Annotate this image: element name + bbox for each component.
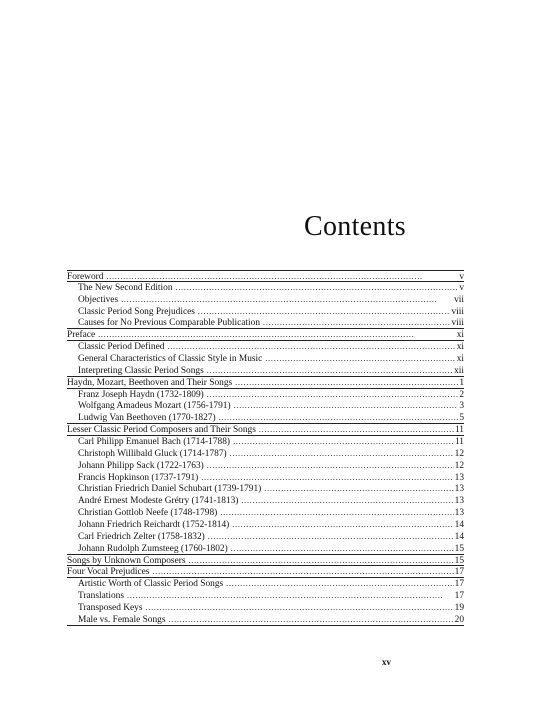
toc-entry xyxy=(67,555,464,567)
toc-dot-leader xyxy=(230,448,454,460)
toc-entry xyxy=(67,317,464,329)
toc-entry xyxy=(67,329,464,341)
toc-entry xyxy=(67,306,464,318)
toc-entry-title: General Characteristics of Classic Style in Music xyxy=(78,354,263,365)
toc-dot-leader xyxy=(207,460,454,472)
toc-dot-leader xyxy=(167,341,455,353)
toc-dot-leader xyxy=(208,531,454,543)
toc-entry xyxy=(67,294,464,306)
toc-entry-title: Foreword xyxy=(67,272,104,282)
toc-entry-title: Johann Friedrich Reichardt (1752-1814) xyxy=(78,520,230,531)
toc-dot-leader xyxy=(146,602,454,614)
toc-dot-leader xyxy=(152,566,453,578)
toc-dot-leader xyxy=(235,377,458,389)
toc-dot-leader xyxy=(265,353,455,365)
toc-entry-page: viii xyxy=(451,318,464,329)
toc-entry-page: 13 xyxy=(454,508,464,519)
toc-entry-title: Carl Philipp Emanuel Bach (1714-1788) xyxy=(78,437,231,448)
toc-entry-title: Johann Rudolph Zumsteeg (1760-1802) xyxy=(78,543,228,554)
toc-entry xyxy=(67,270,464,282)
toc-entry-title: Classic Period Defined xyxy=(78,342,165,353)
toc-entry xyxy=(67,460,464,472)
toc-dot-leader xyxy=(234,400,459,412)
toc-entry xyxy=(67,353,464,365)
toc-entry-title: Ludwig Van Beethoven (1770-1827) xyxy=(78,413,216,424)
toc-entry-page: 2 xyxy=(459,389,464,400)
toc-entry xyxy=(67,282,464,294)
toc-entry xyxy=(67,602,464,614)
toc-entry xyxy=(67,495,464,507)
toc-entry-title: Christian Friedrich Daniel Schubart (1739-1791) xyxy=(78,484,262,495)
table-of-contents xyxy=(67,270,464,626)
toc-entry-page: xi xyxy=(456,330,464,341)
toc-entry-page: 11 xyxy=(454,425,464,436)
toc-dot-leader xyxy=(207,365,453,377)
toc-entry-title: Preface xyxy=(67,330,96,341)
toc-entry-title: Translations xyxy=(78,591,125,602)
toc-entry xyxy=(67,578,464,590)
toc-entry xyxy=(67,507,464,519)
toc-entry-title: Four Vocal Prejudices xyxy=(67,567,150,578)
toc-entry-title: André Ernest Modeste Grétry (1741-1813) xyxy=(78,496,239,507)
toc-entry-page: v xyxy=(459,282,464,293)
toc-entry-page: 17 xyxy=(454,591,464,602)
toc-dot-leader xyxy=(127,590,454,602)
toc-dot-leader xyxy=(98,329,456,341)
toc-entry-page: 1 xyxy=(459,377,464,388)
toc-dot-leader xyxy=(106,271,458,282)
toc-entry-page: xi xyxy=(456,342,464,353)
toc-dot-leader xyxy=(264,483,453,495)
toc-entry-title: Carl Friedrich Zelter (1758-1832) xyxy=(78,531,205,542)
toc-entry xyxy=(67,341,464,353)
toc-entry xyxy=(67,531,464,543)
toc-entry-page: 3 xyxy=(459,401,464,412)
toc-entry-page: 15 xyxy=(454,543,464,554)
toc-entry-page: 19 xyxy=(454,603,464,614)
toc-entry-title: Songs by Unknown Composers xyxy=(67,555,186,566)
toc-dot-leader xyxy=(220,507,453,519)
toc-dot-leader xyxy=(219,412,459,424)
toc-entry-title: Franz Joseph Haydn (1732-1809) xyxy=(78,389,204,400)
toc-dot-leader xyxy=(169,614,454,626)
toc-dot-leader xyxy=(207,389,459,401)
toc-entry xyxy=(67,424,464,436)
toc-entry-page: 12 xyxy=(454,448,464,459)
toc-entry-title: Lesser Classic Period Composers and Their Songs xyxy=(67,425,256,436)
toc-entry-page: 13 xyxy=(454,484,464,495)
toc-entry-title: Interpreting Classic Period Songs xyxy=(78,365,204,376)
page-number: xv xyxy=(382,657,391,667)
toc-entry-title: Christian Gottlob Neefe (1748-1798) xyxy=(78,508,218,519)
toc-entry-title: Classic Period Song Prejudices xyxy=(78,306,195,317)
toc-entry-title: Francis Hopkinson (1737-1791) xyxy=(78,472,199,483)
toc-entry-page: 5 xyxy=(459,413,464,424)
toc-dot-leader xyxy=(232,519,453,531)
toc-entry-title: Johann Philipp Sack (1722-1763) xyxy=(78,460,204,471)
toc-entry xyxy=(67,365,464,377)
toc-dot-leader xyxy=(231,543,454,555)
toc-entry-page: vii xyxy=(454,294,464,305)
toc-entry-page: 14 xyxy=(454,520,464,531)
toc-entry xyxy=(67,519,464,531)
toc-dot-leader xyxy=(121,294,453,306)
toc-dot-leader xyxy=(241,495,453,507)
toc-entry xyxy=(67,614,464,626)
toc-entry xyxy=(67,472,464,484)
toc-entry-page: xii xyxy=(454,365,464,376)
toc-entry xyxy=(67,389,464,401)
toc-entry-title: Wolfgang Amadeus Mozart (1756-1791) xyxy=(78,401,231,412)
toc-entry-title: Christoph Willibald Gluck (1714-1787) xyxy=(78,448,227,459)
toc-entry-page: 14 xyxy=(454,531,464,542)
toc-entry xyxy=(67,412,464,424)
toc-entry xyxy=(67,543,464,555)
toc-entry-title: Transposed Keys xyxy=(78,603,143,614)
toc-entry-page: 12 xyxy=(454,460,464,471)
toc-entry xyxy=(67,448,464,460)
toc-dot-leader xyxy=(198,306,451,318)
toc-entry-title: The New Second Edition xyxy=(78,282,173,293)
toc-entry-page: v xyxy=(459,272,464,282)
toc-dot-leader xyxy=(226,578,453,590)
toc-dot-leader xyxy=(259,424,454,436)
toc-entry-page: 13 xyxy=(454,496,464,507)
toc-entry xyxy=(67,436,464,448)
toc-entry-page: 11 xyxy=(454,437,464,448)
toc-entry-page: 15 xyxy=(454,555,464,566)
toc-dot-leader xyxy=(263,317,450,329)
toc-entry xyxy=(67,590,464,602)
toc-entry-page: 17 xyxy=(454,579,464,590)
toc-dot-leader xyxy=(189,555,454,567)
toc-entry-title: Causes for No Previous Comparable Publication xyxy=(78,318,261,329)
toc-entry-page: 20 xyxy=(454,614,464,625)
toc-dot-leader xyxy=(233,436,454,448)
toc-entry-title: Objectives xyxy=(78,294,119,305)
toc-entry xyxy=(67,400,464,412)
toc-entry-title: Artistic Worth of Classic Period Songs xyxy=(78,579,224,590)
toc-entry-page: 13 xyxy=(454,472,464,483)
toc-entry-page: 17 xyxy=(454,567,464,578)
page-title: Contents xyxy=(304,211,406,242)
toc-dot-leader xyxy=(201,472,453,484)
toc-entry xyxy=(67,566,464,578)
toc-entry xyxy=(67,483,464,495)
toc-entry-page: viii xyxy=(451,306,464,317)
toc-dot-leader xyxy=(176,282,459,294)
toc-entry-title: Haydn, Mozart, Beethoven and Their Songs xyxy=(67,377,233,388)
toc-entry-page: xi xyxy=(456,354,464,365)
toc-entry xyxy=(67,377,464,389)
toc-entry-title: Male vs. Female Songs xyxy=(78,614,166,625)
